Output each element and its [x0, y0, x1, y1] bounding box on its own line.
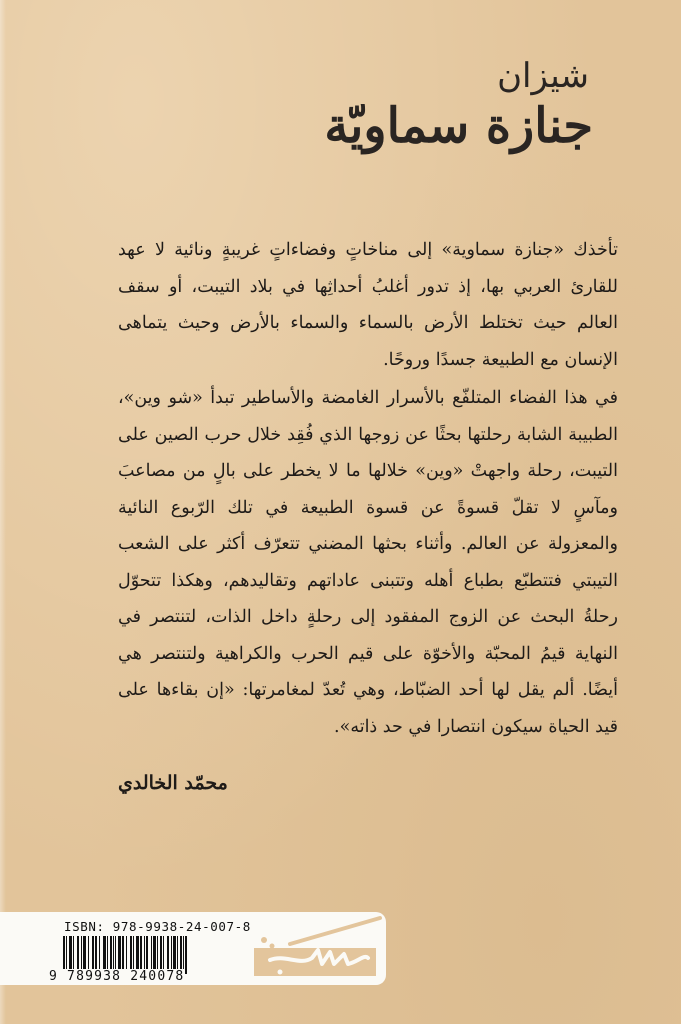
spine-edge — [0, 0, 6, 1024]
blurb-paragraph-1: تأخذك «جنازة سماوية» إلى مناخاتٍ وفضاءاتٍ غريبةٍ ونائية لا عهد للقارئ العربي بها، إذ تدور أغلبُ أحداثِها في بلاد التيبت، أو سقف العالم حيث تختلط الأرض بالسماء والسماء بالأرض وحيث يتماهى الإنسان مع الطبيعة جسدًا وروحًا. — [118, 240, 618, 370]
book-title: جنازة سماويّة — [324, 98, 593, 154]
author-name: شيزان — [497, 56, 589, 96]
blurb-paragraph-2: في هذا الفضاء المتلفّع بالأسرار الغامضة والأساطير تبدأ «شو وين»، الطبيبة الشابة رحلتها بحثًا عن زوجها الذي فُقِد خلال حرب الصين على التيبت، رحلة واجهتْ «وين» خلالها ما لا يخطر على بالٍ من مصاعبَ ومآسٍ لا تقلّ قسوةً عن قسوة الطبيعة في تلك الرّبوع النائية والمعزولة عن العالم. وأثناء بحثها المضني تتعرّف أكثر على الشعب التيبتي فتتطبّع بطباع أهله وتتبنى عاداتهم وتقاليدهم، وهكذا تتحوّل رحلةُ البحث عن الزوج المفقود إلى رحلةٍ داخل الذات، لتنتصر في النهاية قيمُ المحبّة والأخوّة على قيم الحرب والكراهية ولتنتصر هي أيضًا. ألم يقل لها أحد الضبّاط، وهي تُعدّ لمغامرتها: «إن بقاءها على قيد الحياة سيكون انتصارا في حد ذاته». — [118, 388, 618, 737]
publisher-logo-icon — [250, 914, 386, 984]
blurb-text — [118, 232, 618, 747]
isbn-label: ISBN: 978-9938-24-007-8 — [64, 919, 251, 934]
barcode-digits: 9 789938 240078 — [49, 969, 185, 984]
blurb-signature: محمّد الخالدي — [118, 772, 228, 794]
